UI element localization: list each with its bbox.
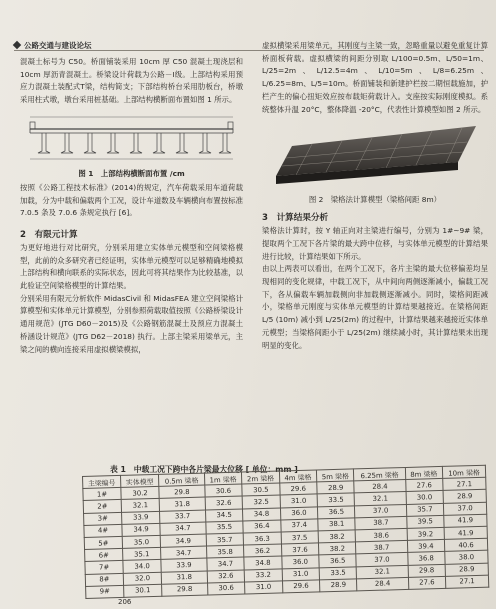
deflection-cell: 34.0: [123, 560, 161, 573]
deflection-cell: 36.2: [244, 544, 282, 557]
table-1-deflection: [82, 465, 489, 599]
deflection-cell: 30.0: [406, 491, 444, 504]
deflection-cell: 29.8: [159, 485, 205, 498]
deflection-cell: 41.9: [444, 514, 487, 527]
deflection-cell: 34.8: [244, 556, 282, 569]
table-header: 主梁编号: [83, 475, 121, 488]
deflection-cell: 31.0: [282, 567, 320, 580]
figure-1-cross-section: [20, 111, 243, 166]
deflection-cell: 27.6: [408, 576, 446, 589]
deflection-cell: 33.5: [319, 566, 357, 579]
deflection-cell: 27.6: [405, 479, 443, 492]
deflection-cell: 35.0: [122, 535, 160, 548]
page-number: 206: [118, 598, 132, 606]
table-header: 1m 梁格: [204, 472, 242, 485]
deflection-cell: 29.6: [282, 580, 320, 593]
figure-2-grillage-model: [262, 118, 488, 190]
deflection-cell: 28.9: [445, 563, 488, 576]
deflection-cell: 34.8: [243, 508, 281, 521]
deflection-cell: 33.9: [161, 558, 207, 571]
paragraph-virtual-beams: 虚拟横梁采用梁单元，其刚度与主梁一致，忽略重量以避免重复计算桥面板荷载。虚拟横梁的间距分别取 L/100=0.5m、L/50=1m、L/25=2m、L/12.5=4m、L/10=5m、L/8=6.25m、L/6.25=8m、L/5=10m。桥面铺装和新建护栏按二期恒载施加，护栏产生的偏心扭矩效应按布载矩荷载计入。支座按实际刚度模拟。系统整体升温 20°C，整体降温 -20°C，代表性计算模型如图 2 所示。: [262, 41, 488, 114]
left-column: [20, 56, 243, 356]
girder-id-cell: 2#: [83, 500, 121, 513]
deflection-cell: 31.8: [159, 497, 205, 510]
girder-id-cell: 5#: [84, 536, 122, 549]
table-header: 0.5m 梁格: [159, 473, 205, 486]
deflection-cell: 35.1: [123, 547, 161, 560]
girder-id-cell: 6#: [85, 549, 123, 562]
deflection-cell: 31.8: [161, 571, 207, 584]
deflection-cell: 35.7: [206, 533, 244, 546]
girder-id-cell: 7#: [85, 561, 123, 574]
deflection-cell: 38.7: [356, 541, 407, 555]
girder-id-cell: 4#: [84, 524, 122, 537]
deflection-cell: 38.2: [318, 530, 356, 543]
deflection-cell: 30.5: [242, 483, 280, 496]
deflection-cell: 32.1: [355, 492, 406, 506]
paragraph-fe-intro: 为更好地进行对比研究，分别采用建立实体单元模型和空间梁格模型，此前的众多研究者已经证明，实体单元模型可以足够精确地模拟上部结构和横向联系的实际状态，因此可将其结果作为比较基准，以此验证空间梁格模型的计算结果。: [20, 242, 243, 291]
diamond-bullet-icon: [13, 41, 21, 49]
deflection-cell: 28.4: [357, 577, 408, 591]
table-header: 8m 梁格: [405, 466, 443, 479]
deflection-cell: 39.5: [406, 515, 444, 528]
figure-2-caption: 图 2 梁格法计算模型（梁格间距 8m）: [308, 195, 442, 205]
deflection-cell: 28.9: [443, 490, 486, 503]
girder-id-cell: 1#: [83, 488, 121, 501]
deflection-cell: 32.0: [123, 572, 161, 585]
deflection-cell: 37.4: [280, 519, 318, 532]
deflection-cell: 35.7: [406, 503, 444, 516]
deflection-cell: 41.9: [444, 526, 487, 539]
deflection-cell: 28.9: [317, 481, 355, 494]
deflection-cell: 37.0: [355, 504, 406, 518]
deflection-cell: 31.0: [280, 494, 318, 507]
deflection-cell: 28.4: [354, 480, 405, 494]
deflection-cell: 32.1: [121, 499, 159, 512]
paragraph-fe-models: 分别采用有限元分析软件 MidasCivil 和 MidasFEA 建立空间梁格计算模型和实体单元计算模型，分别参照荷载取值按照《公路桥梁设计通用规范》(JTG D60－2015)及《公路钢筋混凝土及预应力混凝土桥涵设计规范》(JTG D62－2018) 执行。上部主梁采用梁单元，主梁之间的横向连接采用虚拟横梁模拟，: [20, 293, 243, 354]
deflection-cell: 27.1: [443, 477, 486, 490]
deflection-cell: 36.8: [407, 552, 445, 565]
deflection-cell: 38.0: [445, 551, 488, 564]
deflection-cell: 32.6: [207, 570, 245, 583]
deflection-cell: 34.7: [207, 557, 245, 570]
deflection-cell: 27.1: [445, 575, 488, 588]
deflection-cell: 36.0: [281, 555, 319, 568]
deflection-cell: 33.5: [317, 493, 355, 506]
deflection-cell: 30.6: [205, 484, 243, 497]
table-body: [83, 477, 489, 598]
deflection-cell: 34.9: [122, 523, 160, 536]
table-header: 2m 梁格: [242, 471, 280, 484]
deflection-cell: 30.2: [121, 487, 159, 500]
section-3-title: 3 计算结果分析: [262, 213, 329, 224]
deflection-cell: 35.5: [206, 521, 244, 534]
deflection-cell: 32.6: [205, 496, 243, 509]
deflection-cell: 28.9: [320, 579, 358, 592]
table-header: 6.25m 梁格: [354, 467, 405, 481]
deflection-cell: 40.6: [444, 538, 487, 551]
deflection-cell: 33.7: [160, 510, 206, 523]
right-column: [262, 40, 488, 352]
deflection-cell: 35.8: [206, 545, 244, 558]
deflection-cell: 29.8: [408, 564, 446, 577]
paragraph-load-standard: 按照《公路工程技术标准》(2014)的规定，汽车荷载采用车道荷载加载，分为中载和偏载两个工况，设计车道数及车辆横向布置按标准 7.0.5 条及 7.0.6 条规定执行 [6]。: [20, 182, 243, 218]
grillage-model-image: [262, 118, 488, 190]
deflection-cell: 39.4: [407, 540, 445, 553]
paragraph-materials: 混凝土标号为 C50。桥面铺装采用 10cm 厚 C50 混凝土现浇层和 10cm 厚沥青混凝土。桥梁设计荷载为公路－Ⅰ级。上部结构采用预应力混凝土装配式T梁，结构简支；下部结构桥台采用肋板台，桥墩采用柱式墩，墩台采用桩基础。上部结构横断面布置如图 1 所示。: [20, 57, 243, 105]
deflection-cell: 38.2: [319, 542, 357, 555]
deflection-cell: 36.3: [243, 532, 281, 545]
deflection-cell: 38.7: [355, 516, 406, 530]
paragraph-results-intro: 梁格法计算时，按 Y 轴正向对主梁进行编号，分别为 1#~9# 梁，提取两个工况下各片梁的最大跨中位移，与实体单元模型的计算结果进行比较，计算结果如下所示。: [262, 226, 488, 261]
deflection-cell: 38.1: [318, 518, 356, 531]
table-header: 实体模型: [121, 474, 159, 487]
deflection-cell: 33.9: [122, 511, 160, 524]
deflection-cell: 29.8: [162, 583, 208, 596]
deflection-cell: 30.1: [124, 584, 162, 597]
paragraph-results-analysis: 由以上两表可以看出，在两个工况下，各片主梁的最大位移偏差均呈现相同的变化规律，中载工况下，从中间向两侧逐渐减小，偏载工况下，各从偏载车辆加载侧向非加载侧逐渐减小。同时，梁格间距减小，梁格单元刚度与实体单元模型的计算结果越接近。在梁格间距 L/5 (10m) 减小到 L/25(2m) 的过程中，计算结果越来越接近实体单元模型；当梁格间距小于 L/25(2m) 继续减小时，其计算结果未出现明显的变化。: [262, 264, 488, 350]
deflection-cell: 32.5: [242, 495, 280, 508]
deflection-cell: 32.1: [357, 565, 408, 579]
deflection-cell: 36.4: [243, 520, 281, 533]
deflection-cell: 30.6: [207, 582, 245, 595]
deflection-cell: 34.5: [205, 509, 243, 522]
table-header: 10m 梁格: [442, 465, 485, 478]
girder-id-cell: 3#: [84, 512, 122, 525]
table-header: 5m 梁格: [316, 469, 354, 482]
deflection-cell: 33.2: [244, 568, 282, 581]
deflection-cell: 39.2: [407, 527, 445, 540]
girder-id-cell: 8#: [85, 573, 123, 586]
cross-section-drawing: [20, 111, 243, 166]
section-2-title: 2 有限元计算: [20, 229, 78, 240]
deflection-cell: 38.6: [356, 528, 407, 542]
deflection-cell: 36.5: [319, 554, 357, 567]
deflection-cell: 31.0: [245, 581, 283, 594]
deflection-cell: 37.5: [281, 531, 319, 544]
deflection-cell: 36.5: [317, 505, 355, 518]
deflection-cell: 34.7: [161, 546, 207, 559]
deflection-cell: 34.9: [160, 534, 206, 547]
girder-id-cell: 9#: [86, 585, 124, 598]
deflection-cell: 37.0: [443, 502, 486, 515]
deflection-cell: 36.0: [280, 506, 318, 519]
deflection-cell: 37.6: [281, 543, 319, 556]
deflection-cell: 29.6: [279, 482, 317, 495]
deflection-cell: 37.0: [356, 553, 407, 567]
journal-name: 公路交通与建设论坛: [24, 41, 92, 50]
table-header: 4m 梁格: [279, 470, 317, 483]
deflection-cell: 34.7: [160, 522, 206, 535]
figure-1-caption: 图 1 上部结构横断面布置 /cm: [78, 168, 185, 178]
table-1-title: 表 1 中载工况下跨中各片梁最大位移 [ 单位：mm ]: [110, 465, 298, 474]
